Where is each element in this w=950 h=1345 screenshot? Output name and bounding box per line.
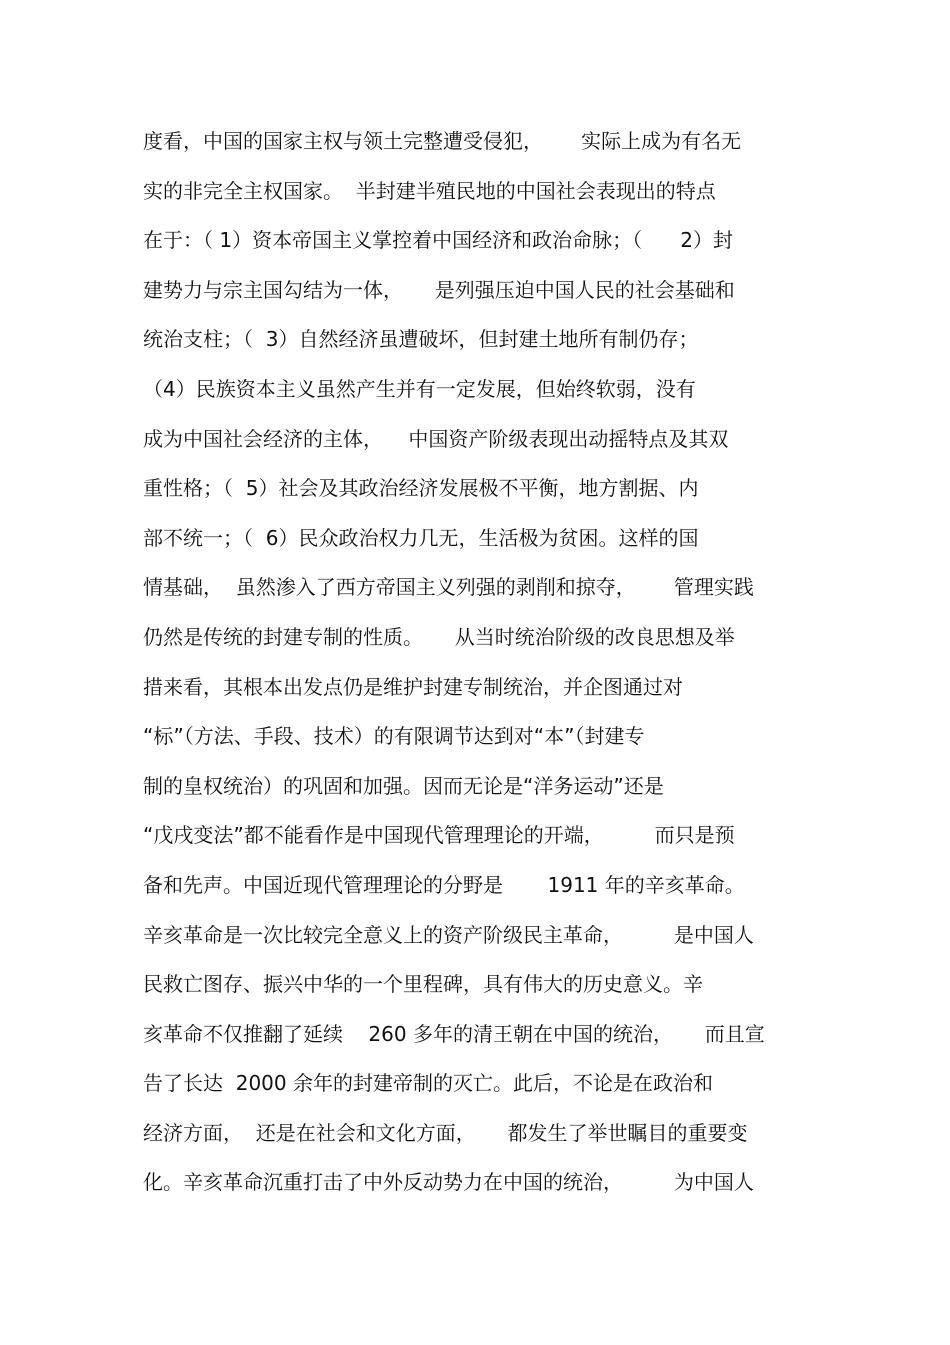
text-line: （4）民族资本主义虽然产生并有一定发展，但始终软弱，没有 bbox=[143, 376, 696, 401]
text-line: 经济方面， 还是在社会和文化方面， 都发生了举世瞩目的重要变 bbox=[143, 1120, 748, 1145]
text-line: “戊戌变法”都不能看作是中国现代管理理论的开端， 而只是预 bbox=[143, 823, 735, 848]
text-line: 建势力与宗主国勾结为一体， 是列强压迫中国人民的社会基础和 bbox=[143, 277, 735, 302]
text-line: 统治支柱；（ 3）自然经济虽遭破坏，但封建土地所有制仍存； bbox=[143, 327, 699, 352]
text-line: 告了长达 2000 余年的封建帝制的灭亡。此后，不论是在政治和 bbox=[143, 1071, 713, 1096]
text-line: 亥革命不仅推翻了延续 260 多年的清王朝在中国的统治， 而且宣 bbox=[143, 1021, 765, 1046]
text-line: 仍然是传统的封建专制的性质。 从当时统治阶级的改良思想及举 bbox=[143, 624, 735, 649]
text-line: 辛亥革命是一次比较完全意义上的资产阶级民主革命， 是中国人 bbox=[143, 922, 754, 947]
text-line: 在于：（ 1）资本帝国主义掌控着中国经济和政治命脉；（ 2）封 bbox=[143, 228, 733, 253]
text-line: 情基础， 虽然渗入了西方帝国主义列强的剥削和掠夺， 管理实践 bbox=[143, 575, 754, 600]
text-line: 部不统一；（ 6）民众政治权力几无，生活极为贫困。这样的国 bbox=[143, 525, 699, 550]
body-text bbox=[143, 117, 808, 1208]
text-line: 重性格；（ 5）社会及其政治经济发展极不平衡，地方割据、内 bbox=[143, 476, 699, 501]
text-line: 成为中国社会经济的主体， 中国资产阶级表现出动摇特点及其双 bbox=[143, 426, 729, 451]
text-line: 措来看，其根本出发点仍是维护封建专制统治，并企图通过对 bbox=[143, 674, 683, 699]
text-line: 度看，中国的国家主权与领土完整遭受侵犯， 实际上成为有名无 bbox=[143, 129, 742, 153]
text-line: 备和先声。中国近现代管理理论的分野是 1911 年的辛亥革命。 bbox=[143, 872, 745, 897]
text-line: “标”（方法、手段、技术）的有限调节达到对“本”（封建专 bbox=[143, 724, 645, 749]
text-line: 化。辛亥革命沉重打击了中外反动势力在中国的统治， 为中国人 bbox=[143, 1170, 754, 1195]
text-line: 实的非完全主权国家。 半封建半殖民地的中国社会表现出的特点 bbox=[143, 178, 716, 203]
text-line: 民救亡图存、振兴中华的一个里程碑，具有伟大的历史意义。辛 bbox=[143, 972, 703, 997]
text-line: 制的皇权统治）的巩固和加强。因而无论是“洋务运动”还是 bbox=[143, 773, 664, 798]
